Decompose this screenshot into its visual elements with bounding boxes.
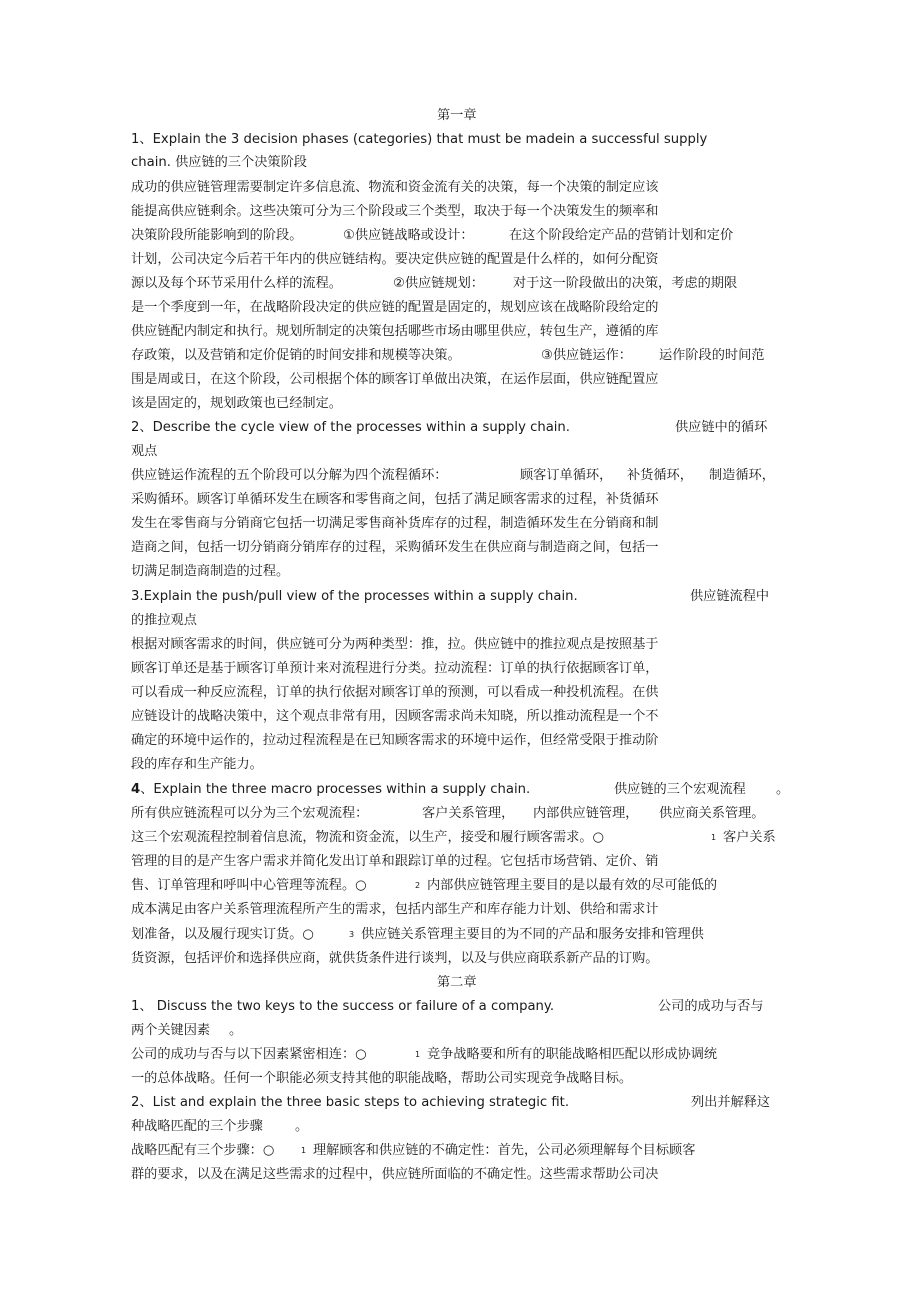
q4-heading-cn: 供应链的三个宏观流程 — [614, 782, 746, 797]
text-span: 在这个阶段给定产品的营销计划和定价 — [509, 228, 734, 243]
paragraph-line — [131, 877, 718, 895]
text-span: ①供应链战略或设计： — [343, 228, 474, 243]
text-span: 补货循环， — [627, 468, 693, 483]
paragraph-line — [131, 227, 734, 245]
paragraph-line: 围是周或日，在这个阶段，公司根据个体的顾客订单做出决策，在运作层面，供应链配置应 — [131, 372, 659, 387]
footnote-number: 1 — [301, 1146, 307, 1155]
text-span: 。 — [229, 1023, 243, 1038]
text-span: 供应商关系管理。 — [659, 806, 765, 821]
text-span: 内部供应链管理主要目的是以最有效的尽可能低的 — [427, 878, 718, 893]
paragraph-line: 成本满足由客户关系管理流程所产生的需求，包括内部生产和库存能力计划、供给和需求计 — [131, 902, 659, 917]
text-span: 这三个宏观流程控制着信息流，物流和资金流，以生产，接受和履行顾客需求。○ — [131, 830, 605, 845]
text-span: 源以及每个环节采用什么样的流程。 — [131, 276, 342, 291]
footnote-number: 1 — [415, 1050, 421, 1059]
ch2-q1-heading: 1、 Discuss the two keys to the success or failure of a company. — [131, 999, 555, 1014]
q3-heading: 3.Explain the push/pull view of the processes within a supply chain. — [131, 589, 578, 604]
text-span: 竞争战略要和所有的职能战略相匹配以形成协调统 — [427, 1047, 718, 1062]
paragraph-line — [131, 926, 704, 944]
paragraph-line: 成功的供应链管理需要制定许多信息流、物流和资金流有关的决策，每一个决策的制定应该 — [131, 180, 659, 195]
paragraph-line: 确定的环境中运作的，拉动过程流程是在已知顾客需求的环境中运作，但经常受限于推动阶 — [131, 733, 659, 748]
q4-heading-dot: 。 — [776, 782, 790, 797]
q1-heading: 1、Explain the 3 decision phases (categories) that must be madein a successful supply — [131, 132, 708, 147]
paragraph-line: 管理的目的是产生客户需求并简化发出订单和跟踪订单的过程。它包括市场营销、定价、销 — [131, 854, 659, 869]
paragraph-line: 是一个季度到一年，在战略阶段决定的供应链的配置是固定的，规划应该在战略阶段给定的 — [131, 300, 659, 315]
paragraph-line: 供应链配内制定和执行。规划所制定的决策包括哪些市场由哪里供应，转包生产，遵循的库 — [131, 324, 659, 339]
paragraph-line: 段的库存和生产能力。 — [131, 757, 263, 772]
text-span: 对于这一阶段做出的决策，考虑的期限 — [513, 276, 738, 291]
paragraph-line: 应链设计的战略决策中，这个观点非常有用，因顾客需求尚未知晓，所以推动流程是一个不 — [131, 709, 659, 724]
chapter-1-title: 第一章 — [437, 108, 477, 123]
text-span: 理解顾客和供应链的不确定性：首先，公司必须理解每个目标顾客 — [313, 1143, 696, 1158]
paragraph-line: 切满足制造商制造的过程。 — [131, 564, 290, 579]
paragraph-line: 群的要求，以及在满足这些需求的过程中，供应链所面临的不确定性。这些需求帮助公司决 — [131, 1167, 659, 1182]
text-span: 公司的成功与否与以下因素紧密相连：○ — [131, 1047, 367, 1062]
paragraph-line — [131, 805, 765, 823]
q2-heading-cn: 供应链中的循环 — [675, 420, 768, 435]
text-span: 战略匹配有三个步骤：○ — [131, 1143, 275, 1158]
q1-heading-cont: chain. 供应链的三个决策阶段 — [131, 155, 307, 170]
q4-heading — [131, 781, 530, 799]
text-span: 内部供应链管理， — [533, 806, 639, 821]
footnote-number: 3 — [349, 930, 355, 939]
paragraph-line: 计划，公司决定今后若干年内的供应链结构。要决定供应链的配置是什么样的，如何分配资 — [131, 252, 659, 267]
q2-heading: 2、Describe the cycle view of the processes within a supply chain. — [131, 420, 570, 435]
text-span: ③供应链运作： — [541, 348, 632, 363]
ch2-q2-heading-cont — [131, 1118, 309, 1136]
paragraph-line: 可以看成一种反应流程，订单的执行依据对顾客订单的预测，可以看成一种投机流程。在供 — [131, 685, 659, 700]
q2-heading-cont: 观点 — [131, 444, 158, 459]
text-span: 顾客订单循环， — [520, 468, 613, 483]
paragraph-line: 造商之间，包括一切分销商分销库存的过程，采购循环发生在供应商与制造商之间，包括一 — [131, 540, 659, 555]
text-span: 两个关键因素 — [131, 1023, 211, 1038]
ch2-q2-heading-cn: 列出并解释这 — [691, 1095, 771, 1110]
paragraph-line — [131, 1142, 696, 1160]
text-span: 供应链关系管理主要目的为不同的产品和服务安排和管理供 — [361, 927, 704, 942]
paragraph-line: 发生在零售商与分销商它包括一切满足零售商补货库存的过程，制造循环发生在分销商和制 — [131, 516, 659, 531]
ch2-q1-heading-cont — [131, 1022, 243, 1040]
q3-heading-cn: 供应链流程中 — [690, 589, 770, 604]
q4-number: 4 — [131, 782, 141, 797]
text-span: 所有供应链流程可以分为三个宏观流程： — [131, 806, 369, 821]
paragraph-line: 采购循环。顾客订单循环发生在顾客和零售商之间，包括了满足顾客需求的过程，补货循环 — [131, 492, 659, 507]
paragraph-line: 根据对顾客需求的时间，供应链可分为两种类型：推，拉。供应链中的推拉观点是按照基于 — [131, 637, 659, 652]
paragraph-line: 能提高供应链剩余。这些决策可分为三个阶段或三个类型，取决于每一个决策发生的频率和 — [131, 204, 659, 219]
text-span: 运作阶段的时间范 — [659, 348, 765, 363]
q3-heading-cont: 的推拉观点 — [131, 613, 197, 628]
text-span: 售、订单管理和呼叫中心管理等流程。○ — [131, 878, 367, 893]
paragraph-line: 货资源，包括评价和选择供应商，就供货条件进行谈判，以及与供应商联系新产品的订购。 — [131, 951, 659, 966]
chapter-2-title: 第二章 — [437, 975, 477, 990]
paragraph-line — [131, 1046, 718, 1064]
ch2-q1-heading-cn: 公司的成功与否与 — [658, 999, 764, 1014]
paragraph-line: 该是固定的，规划政策也已经制定。 — [131, 396, 342, 411]
text-span: 、Explain the three macro processes within a supply chain. — [140, 782, 531, 797]
paragraph-line: 顾客订单还是基于顾客订单预计来对流程进行分类。拉动流程：订单的执行依据顾客订单， — [131, 661, 659, 676]
paragraph-line — [131, 347, 765, 365]
text-span: 决策阶段所能影响到的阶段。 — [131, 228, 303, 243]
text-span: 存政策，以及营销和定价促销的时间安排和规模等决策。 — [131, 348, 461, 363]
text-span: 客户关系管理， — [422, 806, 515, 821]
text-span: 划准备，以及履行现实订货。○ — [131, 927, 314, 942]
paragraph-line — [131, 275, 738, 293]
text-span: 供应链运作流程的五个阶段可以分解为四个流程循环： — [131, 468, 448, 483]
text-span: 制造循环， — [709, 468, 775, 483]
ch2-q2-heading: 2、List and explain the three basic steps to achieving strategic fit. — [131, 1095, 570, 1110]
text-span: 种战略匹配的三个步骤 — [131, 1119, 263, 1134]
paragraph-line — [131, 829, 776, 847]
text-span: 客户关系 — [723, 830, 776, 845]
text-span: 。 — [295, 1119, 309, 1134]
paragraph-line — [131, 467, 775, 485]
footnote-number: 1 — [711, 833, 717, 842]
paragraph-line: 一的总体战略。任何一个职能必须支持其他的职能战略，帮助公司实现竞争战略目标。 — [131, 1071, 633, 1086]
footnote-number: 2 — [415, 881, 421, 890]
text-span: ②供应链规划： — [393, 276, 484, 291]
